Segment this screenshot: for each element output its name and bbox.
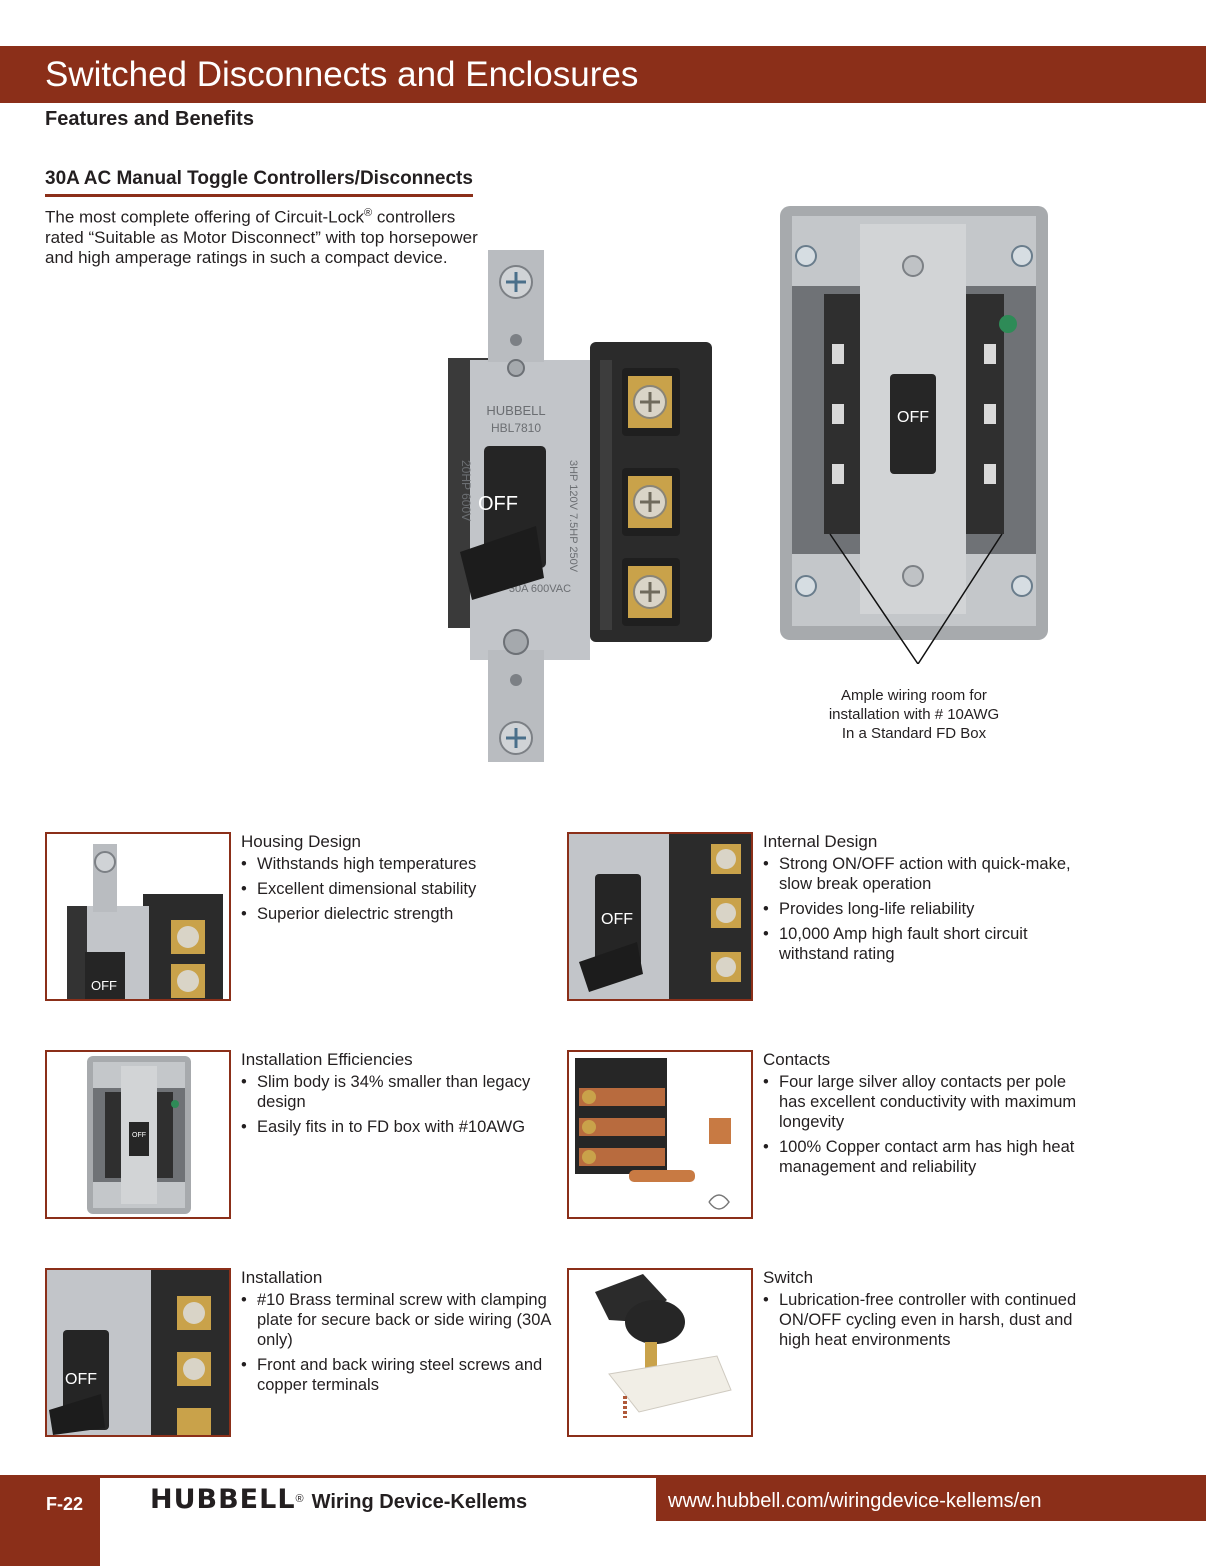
feature-bullets [241,854,571,929]
brand-division: Wiring Device-Kellems [311,1491,528,1513]
url-box [656,1478,1206,1521]
feature-title: Switch [763,1268,814,1287]
thumb-off-label: OFF [65,1371,97,1388]
feature-title: Housing Design [241,832,362,851]
toggle-off-label: OFF [478,493,518,515]
feature-bullets [241,1290,571,1400]
bullet-item: • 10,000 Amp high fault short circuit withstand rating [763,924,1093,964]
intro-text-b: controllers rated “Suitable as Motor Disconnect” with top horsepower and high amperage ratings in such a compact device. [45,207,478,267]
fd-toggle-off-label: OFF [897,409,929,426]
feature-bullets [241,1072,571,1142]
intro-text-a: The most complete offering of Circuit-Lock [45,207,365,227]
feature-title: Installation [241,1268,323,1287]
toggle-switch-photo [440,240,740,775]
internal-design-thumbnail [567,832,753,1001]
fd-box-caption [800,686,1028,743]
page-title: Switched Disconnects and Enclosures [45,55,639,94]
hubbell-logo [150,1484,527,1515]
bullet-item: • Slim body is 34% smaller than legacy design [241,1072,571,1112]
bullet-item: • Provides long-life reliability [763,899,1093,919]
feature-contacts [567,1050,1087,1225]
installation-efficiencies-thumbnail [45,1050,231,1219]
contacts-thumbnail [567,1050,753,1219]
feature-bullets [763,854,1093,969]
page-subtitle: Features and Benefits [45,108,254,130]
thumb-off-label: OFF [91,978,117,993]
thumb-off-label: OFF [601,911,633,928]
footer-tab [0,1475,100,1566]
installation-thumbnail [45,1268,231,1437]
fd-box-photo [778,204,1050,669]
feature-title: Internal Design [763,832,878,851]
plate-model: HBL7810 [490,421,542,435]
feature-installation [45,1268,565,1443]
bullet-item: • Withstands high temperatures [241,854,571,874]
feature-switch [567,1268,1087,1443]
feature-bullets [763,1072,1093,1182]
page-number: F-22 [46,1494,84,1514]
caption-line: In a Standard FD Box [841,725,987,742]
brand-registered-mark: ® [295,1492,304,1505]
bullet-item: • Easily fits in to FD box with #10AWG [241,1117,571,1137]
switch-thumbnail [567,1268,753,1437]
bullet-item: • #10 Brass terminal screw with clamping plate for secure back or side wiring (30A only) [241,1290,571,1350]
housing-design-thumbnail [45,832,231,1001]
title-bar [0,46,1206,103]
caption-line: installation with # 10AWG [828,706,1000,723]
feature-title: Contacts [763,1050,831,1069]
thumb-off-label: OFF [132,1132,146,1139]
bullet-item: • Excellent dimensional stability [241,879,571,899]
rating-right: 3HP 120V 7.5HP 250V [567,460,579,573]
bullet-item: • Four large silver alloy contacts per pole has excellent conductivity with maximum longevity [763,1072,1093,1132]
feature-bullets [763,1290,1093,1355]
bullet-item: • Front and back wiring steel screws and copper terminals [241,1355,571,1395]
bullet-item: • Superior dielectric strength [241,904,571,924]
brand-wordmark: HUBBELL [150,1484,296,1515]
feature-internal-design [567,832,1087,1007]
registered-mark: ® [364,207,373,219]
section-heading: 30A AC Manual Toggle Controllers/Disconnects [45,168,473,197]
caption-line: Ample wiring room for [841,687,987,704]
rating-bottom: 30A 600VAC [508,583,572,595]
rating-left: 20HP 600V [459,460,473,522]
bullet-item: • 100% Copper contact arm has high heat management and reliability [763,1137,1093,1177]
feature-housing-design [45,832,565,1007]
feature-title: Installation Efficiencies [241,1050,413,1069]
website-link[interactable]: www.hubbell.com/wiringdevice-kellems/en [668,1490,1042,1512]
bullet-item: • Strong ON/OFF action with quick-make, slow break operation [763,854,1093,894]
feature-installation-efficiencies [45,1050,565,1225]
plate-brand: HUBBELL [486,403,546,418]
bullet-item: • Lubrication-free controller with continued ON/OFF cycling even in harsh, dust and high heat environments [763,1290,1093,1350]
intro-paragraph [45,203,485,268]
